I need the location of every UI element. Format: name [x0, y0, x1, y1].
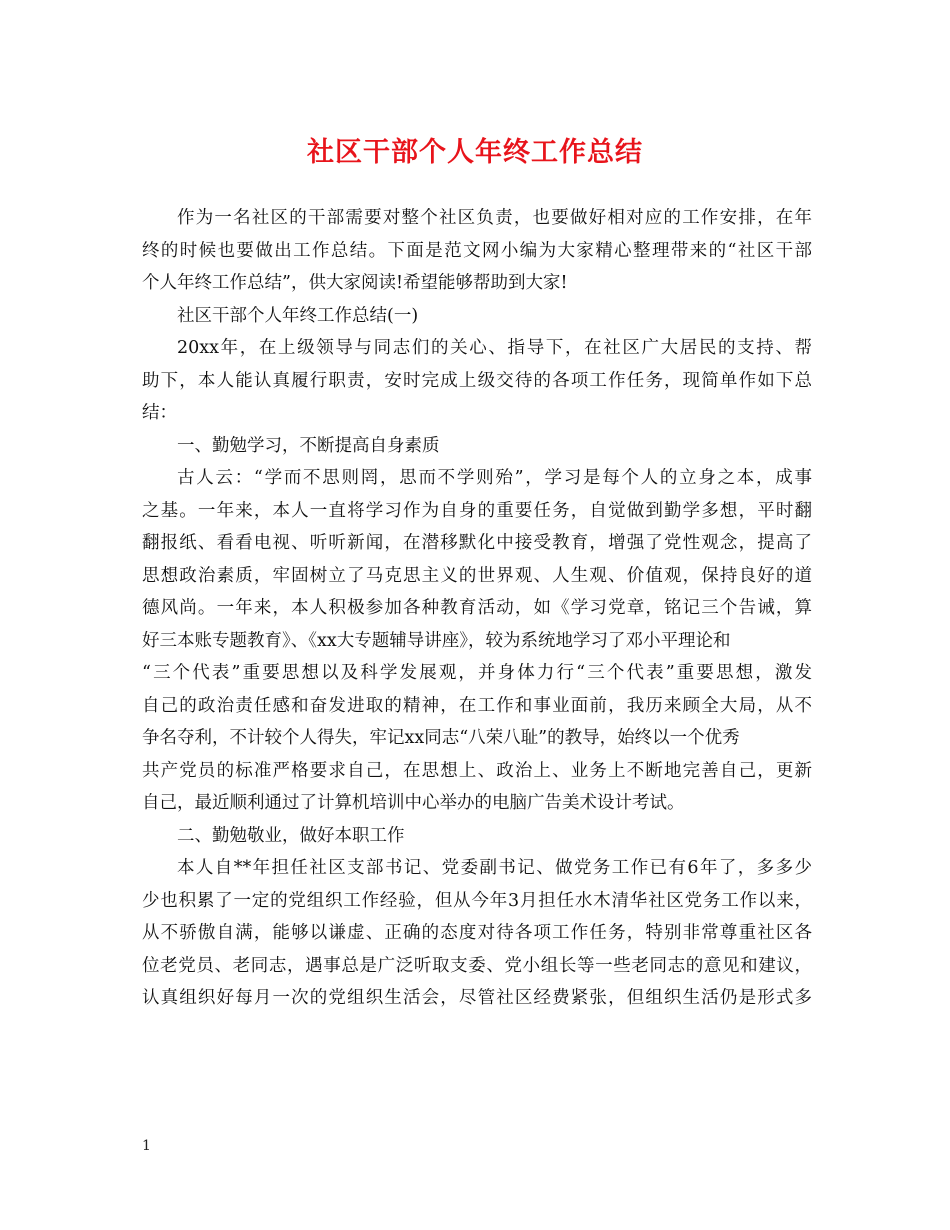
body-line: 之基。一年来，本人一直将学习作为自身的重要任务，自觉做到勤学多想，平时翻	[142, 500, 812, 521]
body-line: 自己，最近顺利通过了计算机培训中心举办的电脑广告美术设计考试。	[142, 793, 685, 813]
body-line: 好三本账专题教育》、《xx大专题辅导讲座》，较为系统地学习了邓小平理论和	[142, 630, 731, 651]
body-line: 终的时候也要做出工作总结。下面是范文网小编为大家精心整理带来的“社区干部	[142, 240, 812, 261]
body-line: 古人云：“学而不思则罔，思而不学则殆”，学习是每个人的立身之本，成事	[177, 468, 812, 488]
body-line: 位老党员、老同志，遇事总是广泛听取支委、党小组长等一些老同志的意见和建议，	[142, 955, 812, 976]
body-line: 20xx年，在上级领导与同志们的关心、指导下，在社区广大居民的支持、帮	[177, 338, 812, 358]
document-title: 社区干部个人年终工作总结	[307, 137, 643, 168]
section-heading: 一、勤勉学习，不断提高自身素质	[177, 435, 440, 456]
body-line: 共产党员的标准严格要求自己，在思想上、政治上、业务上不断地完善自己，更新	[142, 760, 812, 781]
body-line: 德风尚。一年来，本人积极参加各种教育活动，如《学习党章，铭记三个告诫，算	[142, 598, 812, 618]
body-line: 个人年终工作总结”，供大家阅读!希望能够帮助到大家!	[142, 273, 568, 293]
body-line: 争名夺利，不计较个人得失，牢记xx同志“八荣八耻”的教导，始终以一个优秀	[142, 728, 740, 748]
body-line: 少也积累了一定的党组织工作经验，但从今年3月担任水木清华社区党务工作以来，	[142, 890, 812, 911]
body-line: “三个代表”重要思想以及科学发展观，并身体力行“三个代表”重要思想，激发	[142, 663, 812, 683]
section-heading: 二、勤勉敬业，做好本职工作	[177, 825, 405, 846]
body-line: 本人自**年担任社区支部书记、党委副书记、做党务工作已有6年了，多多少	[177, 858, 812, 878]
body-line: 自己的政治责任感和奋发进取的精神，在工作和事业面前，我历来顾全大局，从不	[142, 695, 812, 716]
body-line: 结：	[142, 403, 177, 423]
page-number: 1	[142, 1138, 151, 1154]
body-line: 助下，本人能认真履行职责，安时完成上级交待的各项工作任务，现简单作如下总	[142, 370, 812, 391]
body-line: 思想政治素质，牢固树立了马克思主义的世界观、人生观、价值观，保持良好的道	[142, 565, 812, 586]
document-body	[142, 202, 812, 1015]
section-heading: 社区干部个人年终工作总结(一)	[177, 305, 419, 326]
body-line: 翻报纸、看看电视、听听新闻，在潜移默化中接受教育，增强了党性观念，提高了	[142, 533, 812, 553]
body-line: 从不骄傲自满，能够以谦虚、正确的态度对待各项工作任务，特别非常尊重社区各	[142, 923, 812, 943]
body-line: 认真组织好每月一次的党组织生活会，尽管社区经费紧张，但组织生活仍是形式多	[142, 988, 812, 1008]
body-line: 作为一名社区的干部需要对整个社区负责，也要做好相对应的工作安排，在年	[177, 208, 812, 228]
